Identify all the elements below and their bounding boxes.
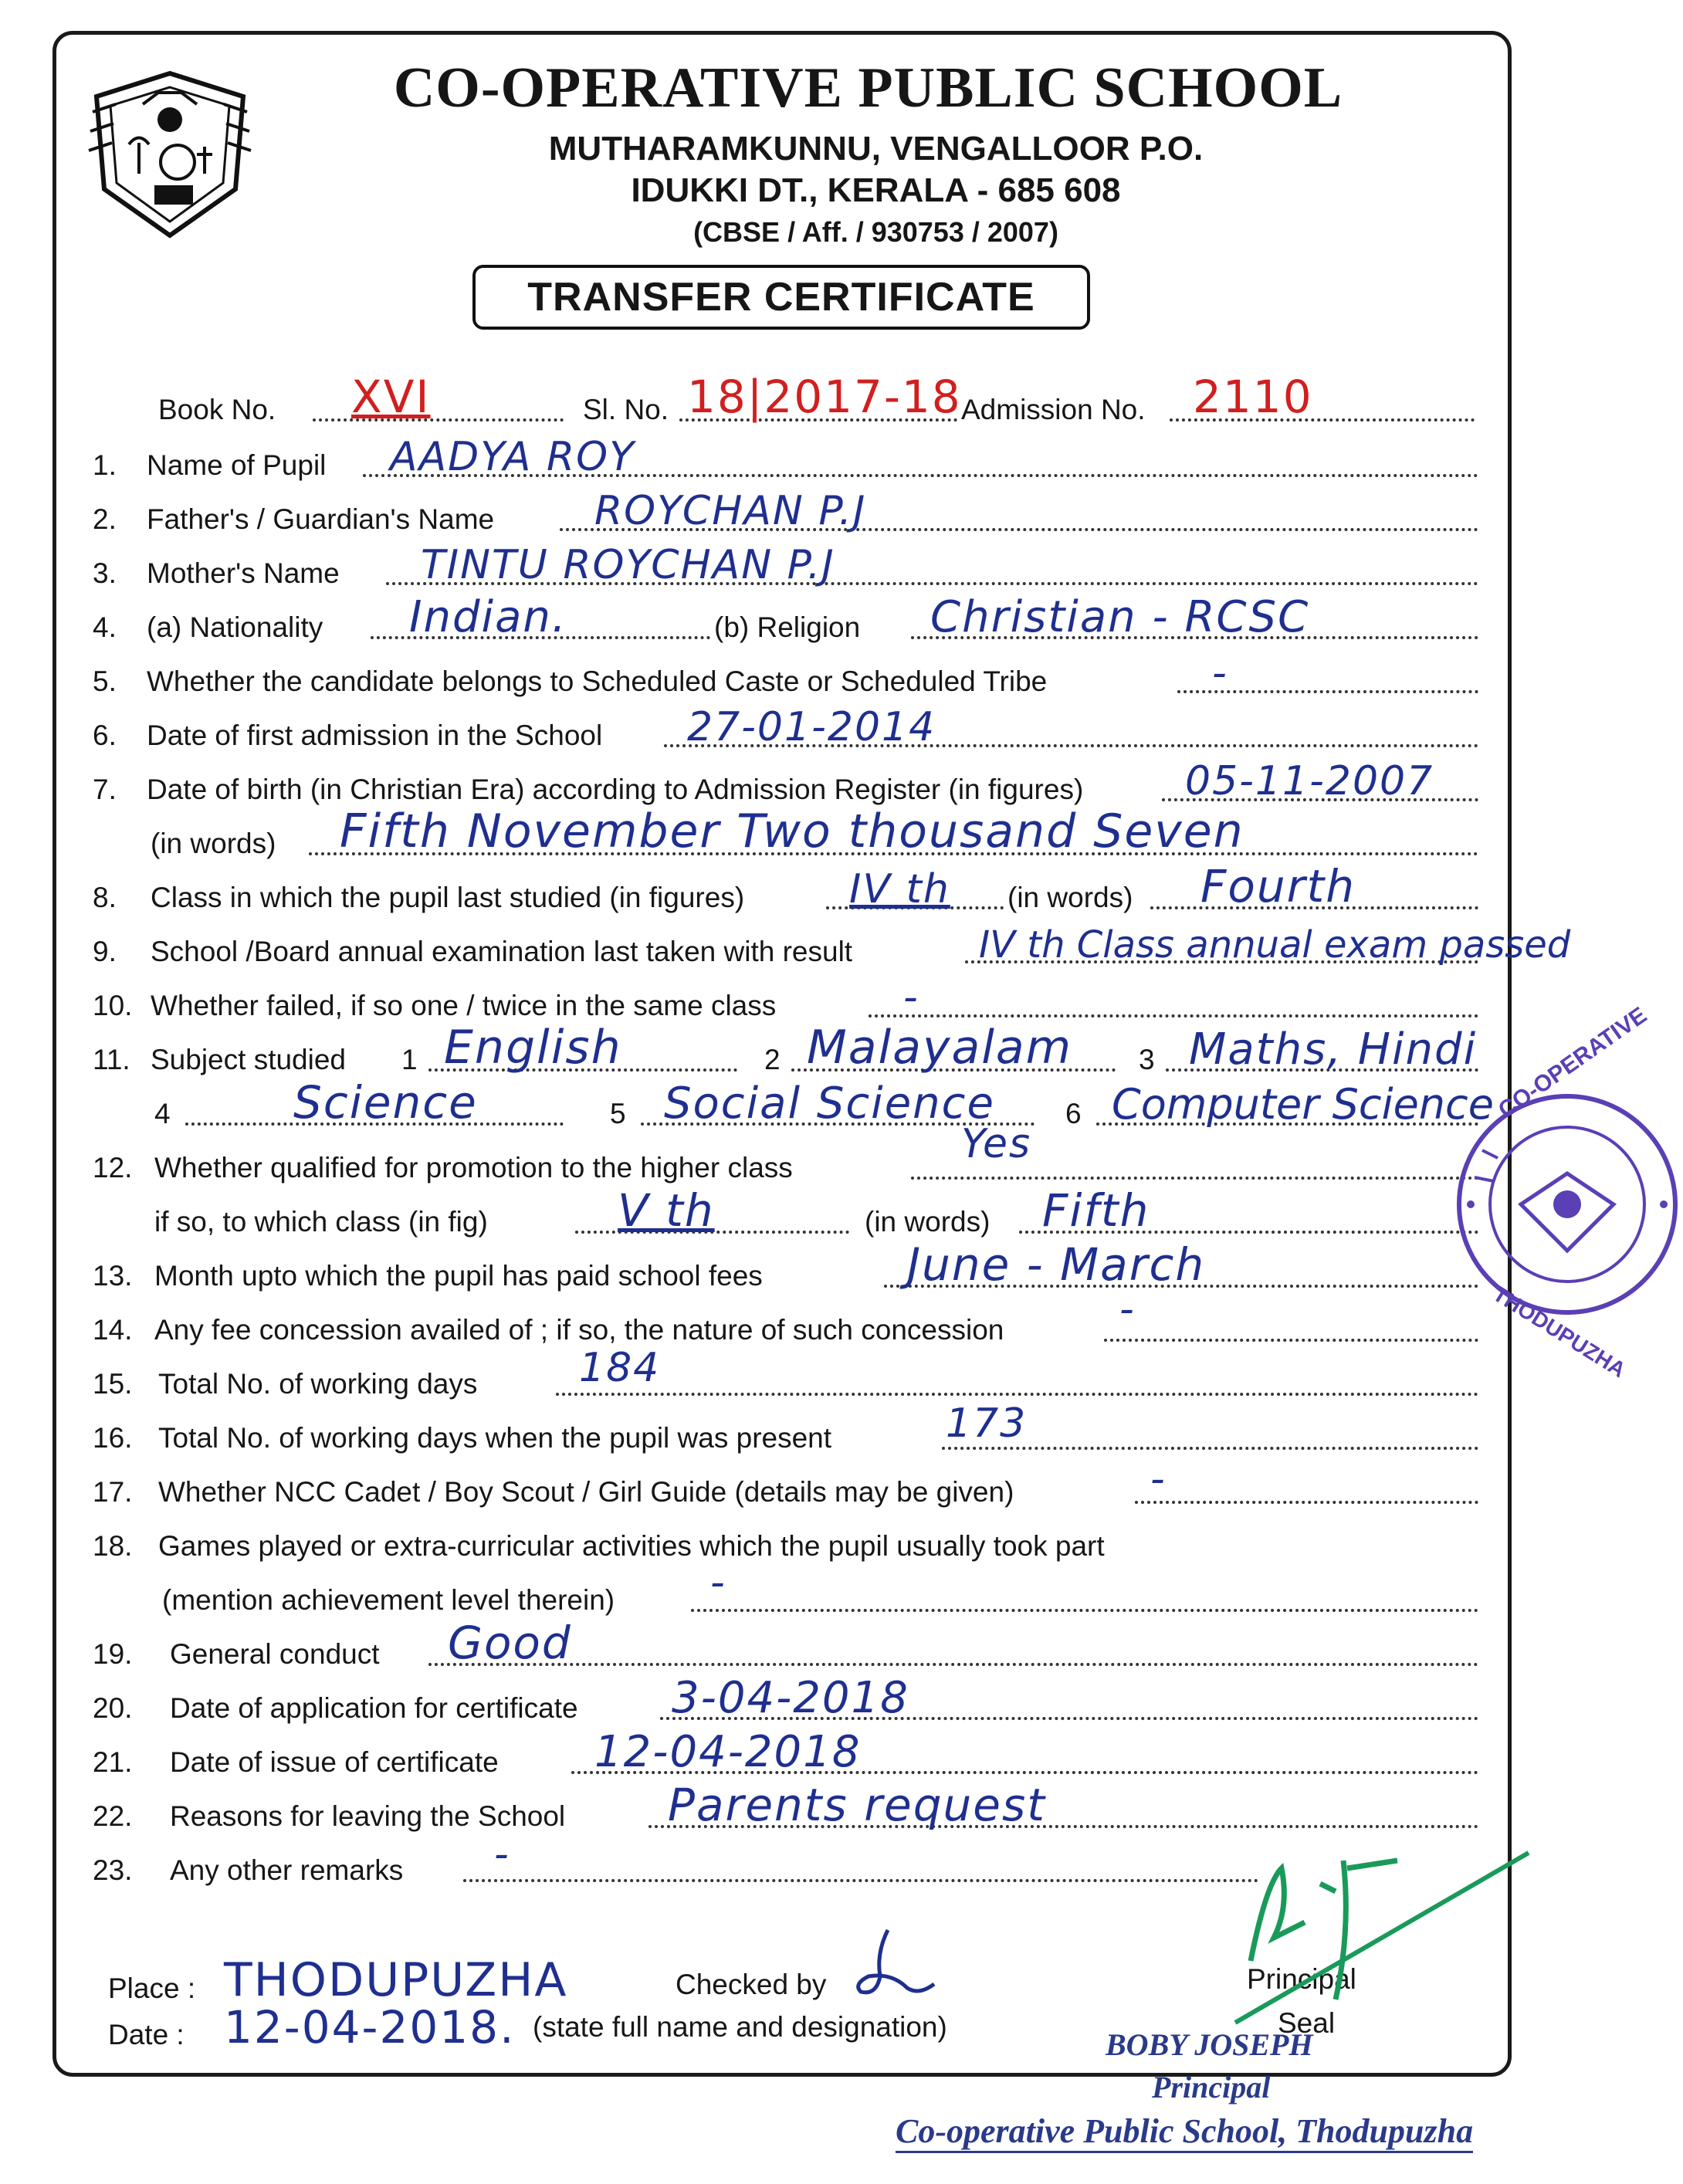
field-number: 19.	[93, 1638, 133, 1670]
field-row-continued	[0, 1184, 1628, 1244]
field-value: ROYCHAN P.J	[594, 488, 867, 534]
field-label: (b) Religion	[714, 611, 861, 643]
field-row	[0, 1400, 1628, 1461]
field-value: Fourth	[1200, 860, 1356, 913]
field-value: -	[903, 974, 919, 1021]
field-value: 173	[946, 1400, 1028, 1447]
field-label: (in words)	[865, 1206, 990, 1238]
field-label: Whether qualified for promotion to the higher class	[154, 1152, 793, 1183]
subject-number: 5	[610, 1098, 626, 1129]
place-value: THODUPUZHA	[224, 1953, 568, 2007]
field-row	[0, 1121, 1628, 1190]
admission-no-value: 2110	[1193, 371, 1313, 423]
signatory-school: Co-operative Public School, Thodupuzha	[896, 2111, 1473, 2153]
checked-by-note: (state full name and designation)	[533, 2011, 947, 2043]
field-row	[0, 1021, 1628, 1082]
field-value: V th	[618, 1184, 715, 1237]
school-address-line1: MUTHARAMKUNNU, VENGALLOOR P.O.	[548, 130, 1204, 168]
field-value: -	[1150, 1456, 1167, 1502]
field-value: -	[1212, 650, 1228, 696]
date-value: 12-04-2018.	[224, 2001, 516, 2054]
field-number: 18.	[93, 1530, 133, 1562]
field-label: Month upto which the pupil has paid school fees	[154, 1260, 763, 1292]
field-value: 12-04-2018	[594, 1727, 862, 1777]
field-number: 3.	[93, 557, 117, 589]
field-number: 20.	[93, 1692, 133, 1724]
field-row	[0, 704, 1628, 758]
field-label: Reasons for leaving the School	[170, 1800, 566, 1832]
field-value: 3-04-2018	[672, 1673, 909, 1723]
field-label: if so, to which class (in fig)	[154, 1206, 488, 1238]
field-label: Date of application for certificate	[170, 1692, 578, 1724]
subject-value: Science	[293, 1076, 478, 1129]
field-number: 5.	[93, 665, 117, 697]
field-row	[0, 923, 1628, 974]
subject-number: 4	[154, 1098, 171, 1129]
place-label: Place :	[108, 1972, 196, 2004]
checked-by-label: Checked by	[676, 1969, 827, 2000]
field-number: 2.	[93, 503, 117, 535]
field-label: Subject studied	[151, 1044, 347, 1075]
sl-no-label: Sl. No.	[583, 394, 669, 425]
book-no-label: Book No.	[158, 394, 276, 425]
field-row	[0, 1617, 1628, 1677]
stamp-text-bottom: THODUPUZHA	[1488, 1282, 1631, 1383]
field-value: Fifth	[1042, 1184, 1150, 1237]
field-number: 10.	[93, 990, 133, 1021]
subject-number: 2	[764, 1044, 781, 1075]
header-row	[0, 371, 1628, 432]
field-value: Indian.	[409, 592, 567, 642]
school-affiliation: (CBSE / Aff. / 930753 / 2007)	[693, 216, 1058, 248]
signatory-title: Principal	[1152, 2070, 1271, 2104]
field-number: 9.	[93, 936, 117, 967]
field-value: -	[710, 1559, 726, 1606]
field-label: (a) Nationality	[147, 611, 323, 643]
field-number: 8.	[93, 882, 117, 913]
field-label: Total No. of working days	[158, 1368, 478, 1400]
field-row	[0, 542, 1628, 596]
field-value: TINTU ROYCHAN P.J	[421, 542, 835, 588]
field-label: General conduct	[170, 1638, 380, 1670]
subject-value: Maths, Hindi	[1189, 1024, 1478, 1075]
field-value: Parents request	[668, 1779, 1046, 1831]
field-label: Any fee concession availed of ; if so, the nature of such concession	[154, 1314, 1004, 1346]
field-label: (in words)	[151, 828, 276, 859]
field-label: Any other remarks	[170, 1854, 404, 1886]
field-label: Mother's Name	[147, 557, 340, 589]
field-number: 7.	[93, 774, 117, 805]
field-label: Class in which the pupil last studied (in figures)	[151, 882, 745, 913]
field-row	[0, 1456, 1628, 1515]
field-row	[0, 1522, 1628, 1569]
field-row-continued	[0, 804, 1628, 866]
field-label: Name of Pupil	[147, 449, 327, 481]
field-row	[0, 860, 1628, 920]
field-number: 4.	[93, 611, 117, 643]
field-row	[0, 1779, 1628, 1839]
sl-no-value: 18|2017-18	[687, 371, 962, 423]
field-label: Total No. of working days when the pupil was present	[158, 1422, 832, 1454]
field-number: 17.	[93, 1476, 133, 1508]
field-number: 22.	[93, 1800, 133, 1832]
checker-initials-signature	[845, 1922, 938, 2007]
field-label: Whether the candidate belongs to Scheduled Caste or Scheduled Tribe	[147, 665, 1048, 697]
field-number: 16.	[93, 1422, 133, 1454]
field-row	[0, 592, 1628, 650]
subject-value: Social Science	[664, 1078, 995, 1129]
principal-signature	[1220, 1837, 1544, 2038]
field-value: Good	[448, 1617, 572, 1669]
field-value: IV th	[849, 866, 950, 913]
admission-no-label: Admission No.	[961, 394, 1146, 425]
subject-value: Computer Science	[1112, 1080, 1494, 1129]
field-value: -	[1119, 1286, 1136, 1332]
field-row	[0, 1345, 1628, 1407]
field-label: Games played or extra-curricular activities which the pupil usually took part	[158, 1530, 1105, 1562]
signatory-name: BOBY JOSEPH	[1106, 2027, 1313, 2062]
field-value: June - March	[907, 1238, 1206, 1291]
field-row-continued	[0, 1559, 1628, 1623]
field-row	[0, 650, 1628, 704]
subject-number: 3	[1139, 1044, 1155, 1075]
subject-value: Malayalam	[807, 1021, 1073, 1075]
field-label: Whether NCC Cadet / Boy Scout / Girl Guide (details may be given)	[158, 1476, 1014, 1508]
field-number: 6.	[93, 720, 117, 751]
seal-label: Seal	[1278, 2007, 1336, 2039]
field-label: Whether failed, if so one / twice in the same class	[151, 990, 777, 1021]
field-row	[0, 1673, 1628, 1731]
field-value: Yes	[961, 1121, 1032, 1167]
field-number: 15.	[93, 1368, 133, 1400]
field-label: School /Board annual examination last taken with result	[151, 936, 853, 967]
field-number: 12.	[93, 1152, 133, 1183]
school-round-seal-stamp	[1451, 1089, 1683, 1320]
field-value: 27-01-2014	[687, 704, 936, 750]
principal-label: Principal	[1247, 1963, 1356, 1995]
field-value: -	[494, 1831, 510, 1878]
field-row-continued	[0, 1076, 1628, 1136]
field-value: Christian - RCSC	[930, 592, 1310, 642]
subject-number: 1	[401, 1044, 418, 1075]
field-label: Date of birth (in Christian Era) according to Admission Register (in figures)	[147, 774, 1084, 805]
subject-number: 6	[1065, 1098, 1082, 1129]
field-row	[0, 1238, 1628, 1299]
field-number: 1.	[93, 449, 117, 481]
field-value: AADYA ROY	[390, 434, 635, 480]
stamp-text-top: CO-OPERATIVE	[1494, 1002, 1652, 1124]
field-number: 14.	[93, 1314, 133, 1346]
school-address-line2: IDUKKI DT., KERALA - 685 608	[631, 171, 1121, 209]
field-value: 184	[579, 1345, 661, 1391]
date-label: Date :	[108, 2019, 185, 2050]
field-label: (mention achievement level therein)	[162, 1584, 615, 1616]
field-row	[0, 1727, 1628, 1785]
field-row	[0, 488, 1628, 542]
field-label: Date of issue of certificate	[170, 1746, 499, 1778]
field-number: 13.	[93, 1260, 133, 1292]
certificate-title: TRANSFER CERTIFICATE	[472, 265, 1090, 330]
field-value: Fifth November Two thousand Seven	[340, 804, 1244, 858]
field-label: Father's / Guardian's Name	[147, 503, 495, 535]
field-value: 05-11-2007	[1185, 758, 1434, 804]
field-row	[0, 434, 1628, 488]
field-number: 11.	[93, 1044, 130, 1075]
school-name: CO-OPERATIVE PUBLIC SCHOOL	[393, 56, 1343, 120]
field-number: 21.	[93, 1746, 133, 1778]
field-label: (in words)	[1007, 882, 1133, 913]
field-value: IV th Class annual exam passed	[979, 923, 1571, 967]
book-no-value: XVI	[351, 371, 431, 423]
subject-value: English	[444, 1021, 622, 1075]
field-number: 23.	[93, 1854, 133, 1886]
field-label: Date of first admission in the School	[147, 720, 603, 751]
